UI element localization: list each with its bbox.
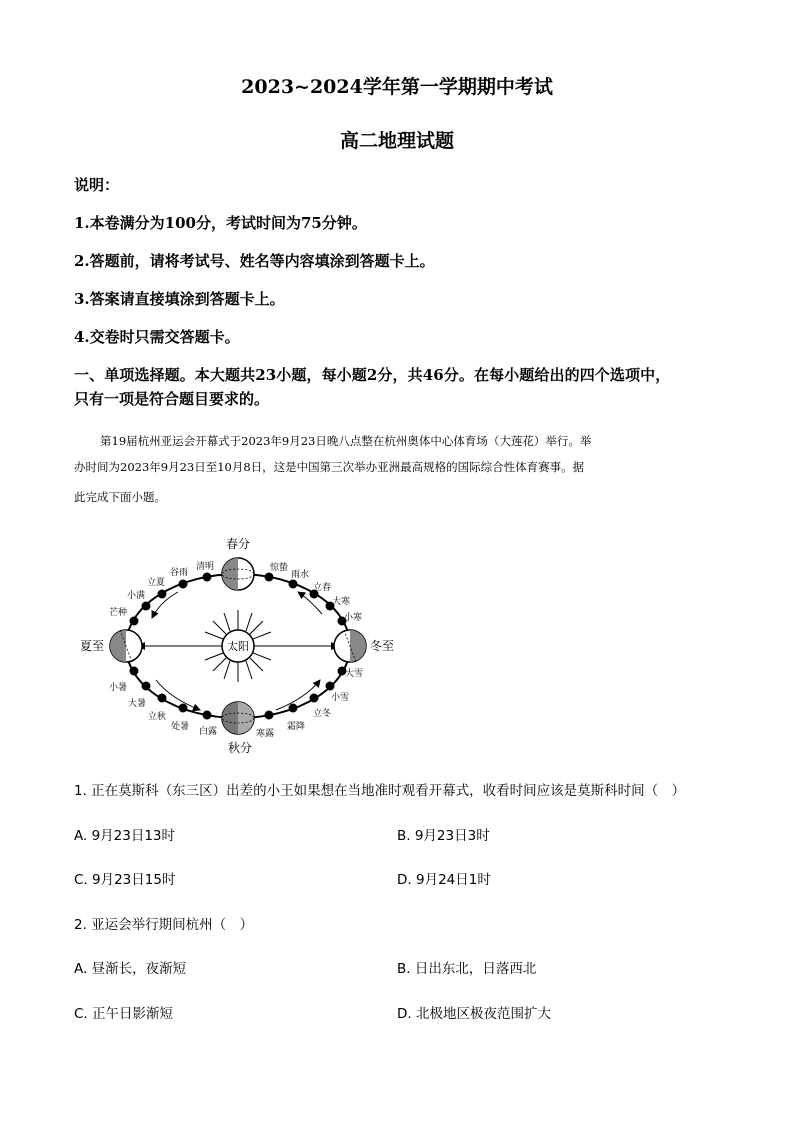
passage-line: 办时间为2023年9月23日至10月8日，这是中国第三次举办亚洲最高规格的国际综合性体育赛事。据 xyxy=(74,460,585,474)
instruction-item: 4.交卷时只需交答题卡。 xyxy=(74,328,240,346)
term-label: 处暑 xyxy=(170,722,190,732)
section-heading-cont: 只有一项是符合题目要求的。 xyxy=(74,390,270,408)
earth-autumn xyxy=(222,702,254,734)
term-label: 小暑 xyxy=(108,683,128,693)
exam-subtitle: 高二地理试题 xyxy=(339,130,454,152)
option-c: C. 9月23日15时 xyxy=(74,872,176,888)
question-stem: 1. 正在莫斯科（东三区）出差的小王如果想在当地准时观看开幕式，收看时间应该是莫斯科时间（ ） xyxy=(74,783,686,799)
term-label: 立春 xyxy=(312,583,332,593)
instruction-item: 2.答题前，请将考试号、姓名等内容填涂到答题卡上。 xyxy=(74,252,435,270)
term-label: 雨水 xyxy=(290,570,310,580)
option-d: D. 北极地区极夜范围扩大 xyxy=(397,1006,551,1022)
term-label: 谷雨 xyxy=(169,568,189,578)
question-stem: 2. 亚运会举行期间杭州（ ） xyxy=(74,917,254,933)
term-autumn-equinox: 秋分 xyxy=(227,741,253,755)
section-heading: 一、单项选择题。本大题共23小题，每小题2分，共46分。在每小题给出的四个选项中， xyxy=(74,366,671,384)
sun-label: 太阳 xyxy=(227,640,249,653)
option-c: C. 正午日影渐短 xyxy=(74,1006,174,1022)
term-label: 白露 xyxy=(198,727,218,737)
option-a: A. 昼渐长，夜渐短 xyxy=(74,961,187,977)
instructions-heading: 说明： xyxy=(74,176,120,194)
term-spring-equinox: 春分 xyxy=(225,537,251,551)
term-label: 立秋 xyxy=(147,712,167,722)
term-summer-solstice: 夏至 xyxy=(79,639,104,653)
term-label: 霜降 xyxy=(286,722,306,732)
term-label: 大暑 xyxy=(127,699,147,709)
term-label: 立夏 xyxy=(146,578,166,588)
earth-summer xyxy=(110,630,142,662)
term-label: 清明 xyxy=(195,562,215,572)
option-b: B. 9月23日3时 xyxy=(397,828,490,844)
solar-terms-diagram xyxy=(60,530,420,770)
term-label: 小寒 xyxy=(343,613,363,623)
option-d: D. 9月24日1时 xyxy=(397,872,491,888)
passage-line: 第19届杭州亚运会开幕式于2023年9月23日晚八点整在杭州奥体中心体育场（大莲花）举行。举 xyxy=(100,434,592,448)
instruction-item: 3.答案请直接填涂到答题卡上。 xyxy=(74,290,285,308)
term-label: 大寒 xyxy=(331,597,351,607)
term-winter-solstice: 冬至 xyxy=(370,639,395,653)
term-label: 立冬 xyxy=(312,709,332,719)
option-b: B. 日出东北，日落西北 xyxy=(397,961,537,977)
term-label: 寒露 xyxy=(255,729,275,739)
earth-winter xyxy=(334,630,366,662)
term-label: 小满 xyxy=(126,591,146,601)
passage-line: 此完成下面小题。 xyxy=(74,490,166,504)
instruction-item: 1.本卷满分为100分，考试时间为75分钟。 xyxy=(74,214,367,232)
option-a: A. 9月23日13时 xyxy=(74,828,176,844)
exam-title: 2023~2024学年第一学期期中考试 xyxy=(241,76,553,98)
term-label: 惊蛰 xyxy=(269,563,289,573)
earth-spring xyxy=(222,558,254,590)
term-label: 芒种 xyxy=(108,608,128,618)
term-label: 小雪 xyxy=(330,693,350,703)
term-label: 大雪 xyxy=(344,669,364,679)
